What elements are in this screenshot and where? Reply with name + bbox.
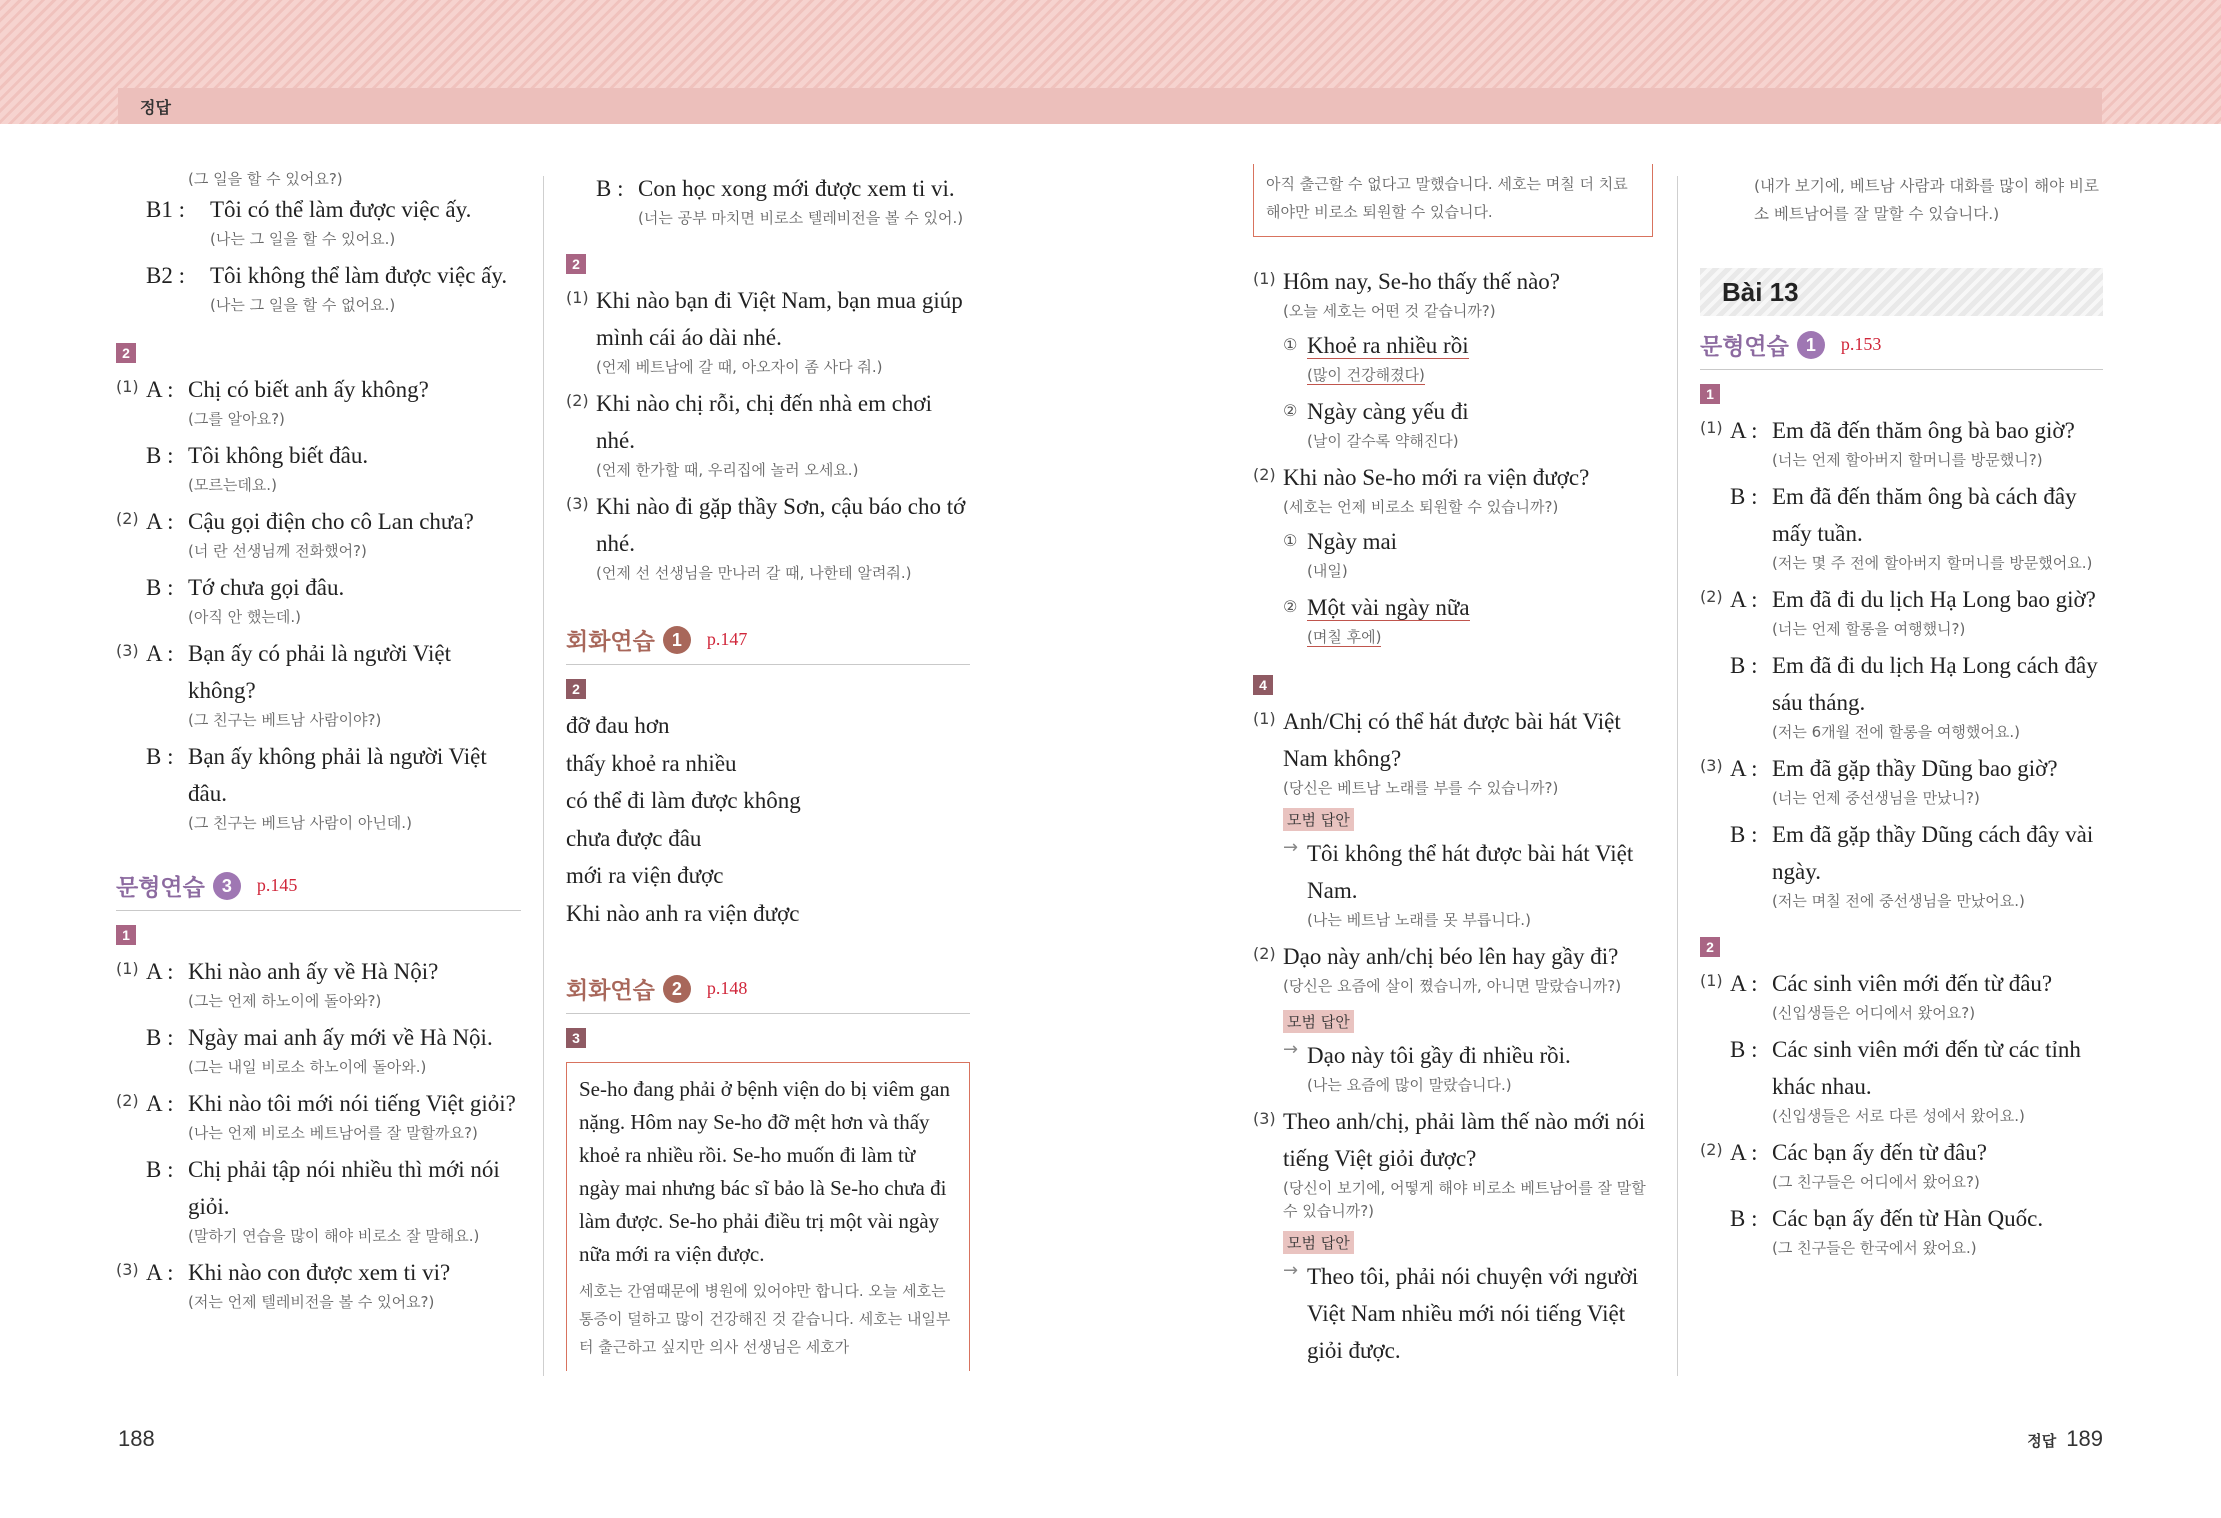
item-number: (1) — [116, 377, 139, 396]
section-heading — [116, 869, 521, 911]
vietnamese-text: Em đã đến thăm ông bà bao giờ? — [1772, 418, 2075, 443]
vietnamese-text: Theo anh/chị, phải làm thế nào mới nói tiếng Việt giỏi được? — [1283, 1109, 1646, 1171]
vietnamese-text: Khi nào chị rỗi, chị đến nhà em chơi nhé. — [596, 391, 932, 453]
translation: (나는 베트남 노래를 못 부릅니다.) — [1307, 911, 1531, 929]
item-number: (2) — [116, 509, 139, 528]
exercise-item — [116, 503, 521, 629]
item-number: (3) — [1253, 1109, 1276, 1128]
exercise-number-badge: 2 — [566, 254, 586, 274]
vietnamese-text: Tôi không thể làm được việc ấy. — [210, 263, 508, 288]
vietnamese-text: Em đã đi du lịch Hạ Long bao giờ? — [1772, 587, 2096, 612]
speaker-label: B : — [146, 575, 174, 600]
vietnamese-text: Khi nào tôi mới nói tiếng Việt giỏi? — [188, 1091, 516, 1116]
section-heading — [566, 972, 970, 1014]
section-title: 문형연습 — [116, 875, 205, 901]
translation: (그를 알아요?) — [188, 410, 285, 428]
section-title: 회화연습 — [566, 978, 655, 1004]
translation: (너는 공부 마치면 비로소 텔레비전을 볼 수 있어.) — [638, 209, 964, 227]
vietnamese-text: Em đã đi du lịch Hạ Long cách đây sáu tháng. — [1772, 653, 2098, 715]
option-marker: ② — [1283, 401, 1298, 420]
model-answer-label: 모범 답안 — [1283, 808, 1354, 831]
speaker-label: A : — [1730, 756, 1758, 781]
dialogue-line — [116, 257, 521, 294]
option-text: Ngày càng yếu đi — [1307, 399, 1469, 424]
translation: (나는 언제 비로소 베트남어를 잘 말할까요?) — [188, 1124, 478, 1142]
page-reference: p.147 — [706, 629, 748, 649]
option-marker: ② — [1283, 597, 1298, 616]
translation: (신입생들은 서로 다른 성에서 왔어요.) — [1772, 1107, 2025, 1125]
exercise-item — [1700, 581, 2103, 744]
speaker-label: B2 : — [146, 263, 185, 288]
exercise-item — [1700, 1134, 2103, 1260]
option-text: Ngày mai — [1307, 529, 1398, 554]
section-heading — [1700, 328, 2103, 370]
vietnamese-text: Khi nào con được xem ti vi? — [188, 1260, 451, 1285]
translation: (그 친구는 베트남 사람이 아닌데.) — [188, 814, 412, 832]
translation: (너는 언제 할아버지 할머니를 방문했니?) — [1772, 451, 2043, 469]
item-number: (1) — [566, 288, 589, 307]
vietnamese-text: Khi nào đi gặp thầy Sơn, cậu báo cho tớ nhé. — [596, 494, 966, 556]
vietnamese-text: Khi nào bạn đi Việt Nam, bạn mua giúp mình cái áo dài nhé. — [596, 288, 963, 350]
exercise-item — [1700, 965, 2103, 1128]
vietnamese-text: Các sinh viên mới đến từ đâu? — [1772, 971, 2053, 996]
translation: (저는 언제 텔레비전을 볼 수 있어요?) — [188, 1293, 435, 1311]
exercise-item — [566, 385, 970, 482]
vietnamese-text: Tôi có thể làm được việc ấy. — [210, 197, 472, 222]
speaker-label: A : — [146, 377, 174, 402]
vietnamese-text: Dạo này anh/chị béo lên hay gầy đi? — [1283, 944, 1619, 969]
answer-line: đỡ đau hơn — [566, 713, 670, 738]
model-answer-label: 모범 답안 — [1283, 1231, 1354, 1254]
translation: (너 란 선생님께 전화했어?) — [188, 542, 367, 560]
section-heading — [566, 623, 970, 665]
section-number-badge: 1 — [663, 626, 691, 654]
vietnamese-text: Bạn ấy không phải là người Việt đâu. — [188, 744, 487, 806]
vietnamese-text: Tớ chưa gọi đâu. — [188, 575, 345, 600]
exercise-item — [566, 488, 970, 585]
vietnamese-text: Anh/Chị có thể hát được bài hát Việt Nam không? — [1283, 709, 1621, 771]
question-item — [1253, 263, 1653, 453]
section-number-badge: 3 — [213, 872, 241, 900]
column-3 — [1253, 176, 1653, 1369]
translation: (그는 내일 비로소 하노이에 돌아와.) — [188, 1058, 427, 1076]
speaker-label: A : — [146, 641, 174, 666]
header-bar — [118, 88, 2102, 124]
answer-line: mới ra viện được — [566, 863, 724, 888]
translation: (언제 베트남에 갈 때, 아오자이 좀 사다 줘.) — [596, 358, 883, 376]
speaker-label: A : — [146, 959, 174, 984]
translation: (나는 요즘에 많이 말랐습니다.) — [1307, 1076, 1512, 1094]
translation: (그 일을 할 수 있어요?) — [188, 170, 343, 188]
speaker-label: B : — [146, 1025, 174, 1050]
section-number-badge: 1 — [1797, 331, 1825, 359]
vietnamese-text: Các sinh viên mới đến từ các tỉnh khác nhau. — [1772, 1037, 2081, 1099]
vietnamese-text: Chị có biết anh ấy không? — [188, 377, 429, 402]
translation: (당신은 베트남 노래를 부를 수 있습니까?) — [1283, 779, 1559, 797]
translation: (언제 한가할 때, 우리집에 놀러 오세요.) — [596, 461, 859, 479]
question-item — [1253, 703, 1653, 932]
question-item — [1253, 1103, 1653, 1369]
translation: (너는 언제 중선생님을 만났니?) — [1772, 789, 1980, 807]
vietnamese-text: Các bạn ấy đến từ đâu? — [1772, 1140, 1987, 1165]
exercise-number-badge: 3 — [566, 1028, 586, 1048]
speaker-label: B : — [1730, 484, 1758, 509]
translation: (나는 그 일을 할 수 없어요.) — [210, 296, 396, 314]
column-2 — [566, 170, 970, 1371]
model-answer: Tôi không thể hát được bài hát Việt Nam. — [1307, 841, 1634, 903]
item-number: (1) — [116, 959, 139, 978]
exercise-number-badge: 1 — [116, 925, 136, 945]
translation: (저는 6개월 전에 할롱을 여행했어요.) — [1772, 723, 2020, 741]
column-divider — [1677, 176, 1678, 1376]
page-number-right: 189 — [2066, 1426, 2103, 1451]
translation: (많이 건강해졌다) — [1307, 366, 1425, 384]
translation: (아직 안 했는데.) — [188, 608, 301, 626]
exercise-item — [116, 1254, 521, 1314]
dialogue-line — [116, 191, 521, 228]
page-reference: p.145 — [256, 875, 298, 895]
column-4 — [1700, 172, 2103, 1260]
section-title: 문형연습 — [1700, 334, 1789, 360]
item-number: (2) — [1700, 587, 1723, 606]
column-1 — [116, 168, 521, 1314]
exercise-item — [566, 282, 970, 379]
exercise-item — [116, 1085, 521, 1248]
page-reference: p.148 — [706, 978, 748, 998]
section-title: 회화연습 — [566, 629, 655, 655]
answer-line: thấy khoẻ ra nhiều — [566, 750, 737, 776]
question-item — [1253, 459, 1653, 649]
translation: (모르는데요.) — [188, 476, 277, 494]
answer-line: Khi nào anh ra viện được — [566, 900, 800, 926]
translation: (그는 언제 하노이에 돌아와?) — [188, 992, 382, 1010]
item-number: (3) — [116, 1260, 139, 1279]
translation: (저는 몇 주 전에 할아버지 할머니를 방문했어요.) — [1772, 554, 2093, 572]
arrow-icon: → — [1283, 837, 1299, 858]
vietnamese-text: Tôi không biết đâu. — [188, 443, 369, 468]
vietnamese-text: Các bạn ấy đến từ Hàn Quốc. — [1772, 1206, 2044, 1231]
exercise-number-badge: 4 — [1253, 675, 1273, 695]
speaker-label: A : — [146, 1260, 174, 1285]
speaker-label: A : — [1730, 1140, 1758, 1165]
translation: (그 친구는 베트남 사람이야?) — [188, 711, 382, 729]
translation: (오늘 세호는 어떤 것 같습니까?) — [1283, 302, 1496, 320]
vietnamese-text: Em đã đến thăm ông bà cách đây mấy tuần. — [1772, 484, 2077, 546]
speaker-label: A : — [1730, 418, 1758, 443]
exercise-item — [1700, 412, 2103, 575]
translation: (당신이 보기에, 어떻게 해야 비로소 베트남어를 잘 말할 수 있습니까?) — [1283, 1179, 1646, 1220]
translation: (세호는 언제 비로소 퇴원할 수 있습니까?) — [1283, 498, 1559, 516]
speaker-label: B : — [1730, 822, 1758, 847]
speaker-label: B : — [1730, 1037, 1758, 1062]
item-number: (1) — [1700, 418, 1723, 437]
translation: (며칠 후에) — [1307, 628, 1382, 646]
model-answer-label: 모범 답안 — [1283, 1010, 1354, 1033]
translation: (언제 선 선생님을 만나러 갈 때, 나한테 알려줘.) — [596, 564, 912, 582]
arrow-icon: → — [1283, 1039, 1299, 1060]
option-marker: ① — [1283, 335, 1298, 354]
speaker-label: A : — [1730, 587, 1758, 612]
model-answer: Dạo này tôi gầy đi nhiều rồi. — [1307, 1043, 1571, 1068]
exercise-number-badge: 2 — [1700, 937, 1720, 957]
passage-vietnamese: Se-ho đang phải ở bệnh viện do bị viêm gan nặng. Hôm nay Se-ho đỡ mệt hơn và thấy khoẻ ra nhiều rồi. Se-ho muốn đi làm từ ngày mai nhưng bác sĩ bảo là Se-ho chưa đi làm được. Se-ho phải điều trị một vài ngày nữa mới ra viện được. — [579, 1077, 950, 1266]
option-marker: ① — [1283, 531, 1298, 550]
speaker-label: A : — [1730, 971, 1758, 996]
item-number: (1) — [1253, 709, 1276, 728]
reading-passage-box — [566, 1062, 970, 1371]
translation: (내가 보기에, 베트남 사람과 대화를 많이 해야 비로소 베트남어를 잘 말할 수 있습니다.) — [1754, 177, 2099, 223]
vietnamese-text: Khi nào anh ấy về Hà Nội? — [188, 959, 439, 984]
translation: (날이 갈수록 약해진다) — [1307, 432, 1459, 450]
item-number: (1) — [1700, 971, 1723, 990]
translation: (그 친구들은 한국에서 왔어요.) — [1772, 1239, 1977, 1257]
vietnamese-text: Khi nào Se-ho mới ra viện được? — [1283, 465, 1590, 490]
item-number: (2) — [116, 1091, 139, 1110]
vietnamese-text: Hôm nay, Se-ho thấy thế nào? — [1283, 269, 1560, 294]
column-divider — [543, 176, 544, 1376]
translation: (당신은 요즘에 살이 쪘습니까, 아니면 말랐습니까?) — [1283, 977, 1622, 995]
item-number: (2) — [1700, 1140, 1723, 1159]
item-number: (3) — [566, 494, 589, 513]
page-footer-right — [2027, 1426, 2103, 1452]
question-item — [1253, 938, 1653, 1097]
speaker-label: B : — [146, 1157, 174, 1182]
section-number-badge: 2 — [663, 975, 691, 1003]
arrow-icon: → — [1283, 1260, 1299, 1281]
exercise-number-badge: 2 — [566, 679, 586, 699]
translation: (말하기 연습을 많이 해야 비로소 잘 말해요.) — [188, 1227, 480, 1245]
speaker-label: B : — [146, 744, 174, 769]
item-number: (2) — [1253, 944, 1276, 963]
translation: (신입생들은 어디에서 왔어요?) — [1772, 1004, 1976, 1022]
header-label: 정답 — [140, 100, 171, 117]
lesson-title: Bài 13 — [1700, 268, 2103, 316]
vietnamese-text: Ngày mai anh ấy mới về Hà Nội. — [188, 1025, 493, 1050]
speaker-label: B : — [146, 443, 174, 468]
translation: (저는 며칠 전에 중선생님을 만났어요.) — [1772, 892, 2025, 910]
vietnamese-text: Con học xong mới được xem ti vi. — [638, 176, 955, 201]
vietnamese-text: Chị phải tập nói nhiều thì mới nói giỏi. — [188, 1157, 500, 1219]
item-number: (2) — [1253, 465, 1276, 484]
exercise-number-badge: 2 — [116, 343, 136, 363]
dialogue-line — [566, 170, 970, 207]
exercise-item — [116, 953, 521, 1079]
exercise-item — [116, 635, 521, 835]
speaker-label: B : — [1730, 1206, 1758, 1231]
item-number: (2) — [566, 391, 589, 410]
speaker-label: B : — [596, 176, 624, 201]
item-number: (3) — [116, 641, 139, 660]
item-number: (3) — [1700, 756, 1723, 775]
footer-label: 정답 — [2027, 1432, 2057, 1450]
speaker-label: B : — [1730, 653, 1758, 678]
item-number: (1) — [1253, 269, 1276, 288]
speaker-label: B1 : — [146, 197, 185, 222]
passage-translation: 세호는 간염때문에 병원에 있어야만 합니다. 오늘 세호는 통증이 덜하고 많이 건강해진 것 같습니다. 세호는 내일부터 출근하고 싶지만 의사 선생님은 세호가 — [579, 1282, 951, 1356]
page-reference: p.153 — [1840, 334, 1882, 354]
correct-option: Khoẻ ra nhiều rồi — [1307, 333, 1469, 358]
passage-translation-continued: 아직 출근할 수 없다고 말했습니다. 세호는 며칠 더 치료해야만 비로소 퇴원할 수 있습니다. — [1253, 164, 1653, 237]
vietnamese-text: Bạn ấy có phải là người Việt không? — [188, 641, 451, 703]
exercise-item — [116, 371, 521, 497]
answer-line: chưa được đâu — [566, 825, 702, 851]
vietnamese-text: Em đã gặp thầy Dũng bao giờ? — [1772, 756, 2058, 781]
vietnamese-text: Em đã gặp thầy Dũng cách đây vài ngày. — [1772, 822, 2094, 884]
translation: (그 친구들은 어디에서 왔어요?) — [1772, 1173, 1980, 1191]
translation: (내일) — [1307, 562, 1348, 580]
speaker-label: A : — [146, 509, 174, 534]
page-number-left: 188 — [118, 1426, 155, 1451]
model-answer: Theo tôi, phải nói chuyện với người Việt Nam nhiều mới nói tiếng Việt giỏi được. — [1307, 1264, 1639, 1363]
correct-option: Một vài ngày nữa — [1307, 595, 1470, 620]
speaker-label: A : — [146, 1091, 174, 1116]
exercise-number-badge: 1 — [1700, 384, 1720, 404]
exercise-item — [1700, 750, 2103, 913]
answer-line: có thể đi làm được không — [566, 788, 801, 813]
translation: (나는 그 일을 할 수 있어요.) — [210, 230, 396, 248]
vietnamese-text: Cậu gọi điện cho cô Lan chưa? — [188, 509, 474, 534]
translation: (너는 언제 할롱을 여행했니?) — [1772, 620, 1966, 638]
